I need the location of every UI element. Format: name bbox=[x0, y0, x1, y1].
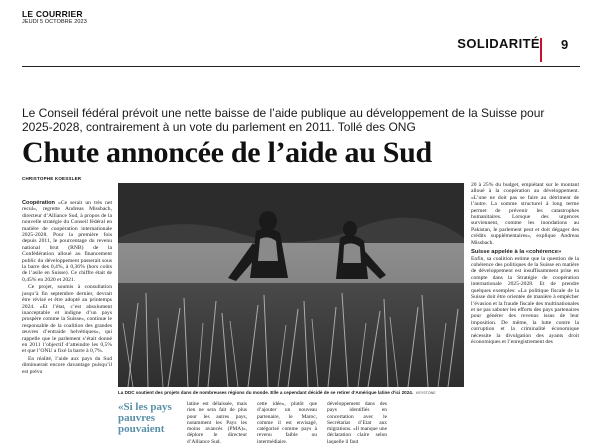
article-subhead: Suisse appelée à la «cohérence» bbox=[471, 249, 562, 256]
page-number: 9 bbox=[561, 37, 569, 52]
paragraph: En réalité, l’aide aux pays du Sud diminuerait encore davantage puisqu’il est prévu bbox=[22, 355, 112, 375]
article-photo bbox=[118, 183, 464, 387]
article-column-1 bbox=[22, 200, 112, 375]
caption-text: La DDC soutient des projets dans de nombreuses régions du monde. Elle a cependant décidé de se retirer d’Amérique latine d’ici 2024. bbox=[118, 390, 414, 395]
paragraph: Ce projet, soumis à consultation jusqu’à fin septembre dernier, devrait être révisé et être adopté au printemps 2024. «Et l’état, c’est absolument inacceptable et indigne d’un pays prospère comme la Suisse», continue le responsable de la coalition des grandes œuvres d’entraide helvétiques», qui rappelle que le parlement s’était donné en 2011 l’objectif d’atteindre les 0,5% et que l’ONU a fixé la barre à 0,7%. bbox=[22, 284, 112, 355]
article-headline: Chute annoncée de l’aide au Sud bbox=[22, 136, 432, 169]
article-column-bottom-3: développement dans des pays identifiés en concertation avec le Secrétariat d’Etat aux migrations. «Il manque une déclaration claire selon laquelle il faut bbox=[327, 401, 387, 445]
paragraph: «Ce serait un très net recul», regrette Andreas Missbach, directeur d’Alliance Sud, à propos de la nouvelle stratégie du Conseil fédéral en matière de coopération internationale 2025-2028. Pour la première fois depuis 2011, le pourcentage du revenu national brut (RNB) de la Confédération alloué au financement public du développement passerait sous la barre des 0,4%, à 0,36% (hors coûts de l’asile en Suisse). Ce chiffre était de 0,45% en 2020 et 2021. bbox=[22, 200, 112, 283]
field-workers-photo bbox=[118, 183, 464, 387]
article-kicker: Le Conseil fédéral prévoit une nette baisse de l’aide publique au développement de la Suisse pour 2025-2028, contrairement à un vote du parlement en 2011. Tollé des ONG bbox=[22, 106, 545, 134]
paragraph: Enfin, sa coalition estime que la question de la cohérence des politiques de la Suisse en matière de développement est insuffisamment prise en compte dans la Stratégie de coopération internationale 2025-2028. Et de prendre quelques exemples: «La politique fiscale de la Suisse doit être orientée de manière à empêcher l’évasion et la fraude fiscale des multinationales et ne pas saboter les efforts des pays partenaires pour générer des revenus issus de leur imposition. De même, la lutte contre la corruption et la criminalité économique nécessite la divulgation des ayants droit économiques et l’enregistrement des bbox=[471, 255, 579, 345]
article-column-bottom-2: cette idée», plutôt que d’ajouter un nouveau partenaire, le Maroc, comme il est envisagé, catégorisé comme pays à revenu faible ou intermédiaire. bbox=[257, 401, 317, 445]
photo-caption bbox=[118, 390, 464, 396]
paragraph: 20 à 25% du budget, empiétant sur le montant alloué à la coopération au développement. «L’une ne doit pas se faire au détriment de l’autre. La somme structurel à long terme permet de prévenir les catastrophes humanitaires. Lorsque des urgences surviennent, comme les inondations au Pakistan, le parlement peut et doit dégager des crédits supplémentaires», explique Andreas Missbach. bbox=[471, 182, 579, 246]
column-lead-word: Coopération bbox=[22, 200, 55, 206]
photo-credit: KEYSTONE bbox=[416, 391, 436, 395]
section-divider bbox=[540, 38, 542, 62]
article-column-3 bbox=[471, 182, 579, 345]
issue-date: JEUDI 5 OCTOBRE 2023 bbox=[22, 19, 87, 25]
section-title: SOLIDARITÉ bbox=[457, 36, 540, 51]
article-column-bottom-1: latine est délaissée, mais rien ne sera fait de plus pour les autres pays, notamment les Pays les moins avancés (PMA)», déplore le directeur d’Alliance Sud. bbox=[187, 401, 247, 445]
pull-quote: «Si les pays pauvres pouvaient bbox=[118, 401, 172, 435]
newspaper-name: LE COURRIER bbox=[22, 9, 83, 19]
article-byline: CHRISTOPHE KOESSLER bbox=[22, 176, 82, 181]
header-rule bbox=[22, 66, 580, 67]
